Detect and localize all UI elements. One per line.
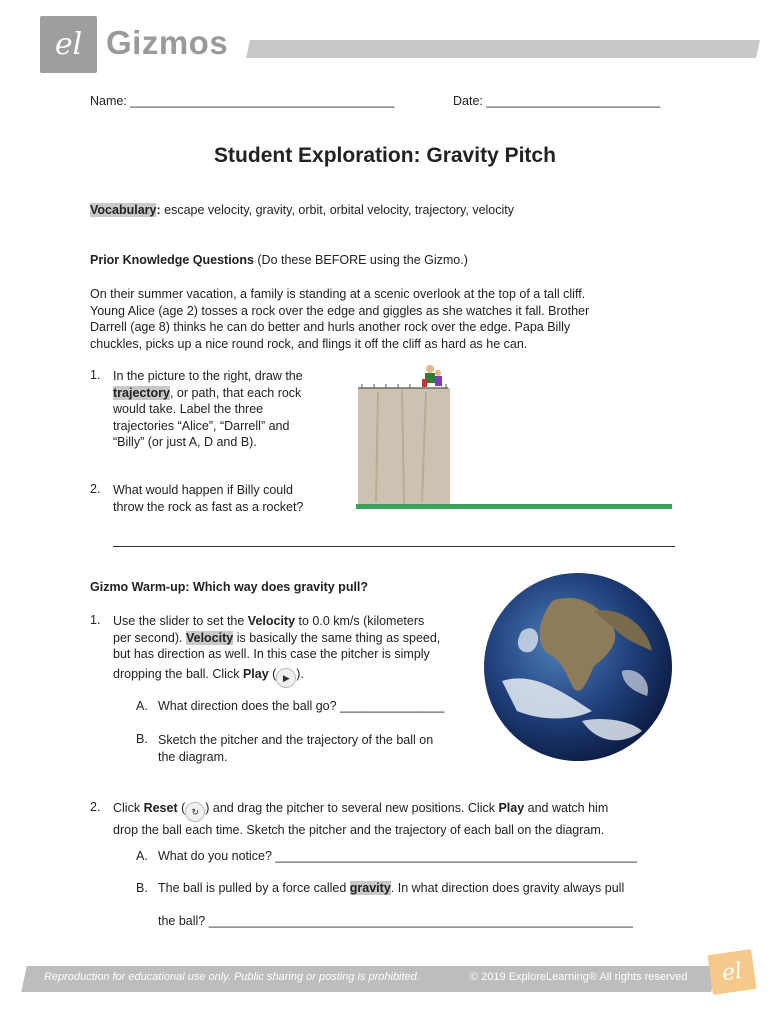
- warmup-q1-number: 1.: [90, 613, 101, 627]
- vocabulary-label: Vocabulary: [90, 203, 157, 217]
- warmup-qA-label: A.: [136, 699, 148, 713]
- qB-line: Sketch the pitcher and the trajectory of the ball on: [158, 733, 434, 747]
- logo-mark: el: [720, 958, 744, 986]
- warmup-q2-number: 2.: [90, 800, 101, 814]
- date-field: Date: _________________________: [453, 94, 661, 108]
- q1-text: is basically the same thing as speed,: [233, 630, 441, 645]
- play-label: Play: [498, 801, 525, 815]
- play-label: Play: [242, 666, 269, 681]
- q2-text: drop the ball each time. Sketch the pitcher and the trajectory of each ball on the diagram.: [113, 823, 605, 837]
- story-line: Darrell (age 8) thinks he can do better and hurls another rock over the edge. Papa Billy: [90, 320, 571, 334]
- vocabulary-colon: :: [156, 203, 161, 217]
- header-bar: [246, 40, 760, 58]
- page-title: Student Exploration: Gravity Pitch: [214, 144, 556, 167]
- q1-text: per second).: [113, 630, 186, 645]
- prior-heading: Prior Knowledge Questions: [90, 253, 254, 267]
- prior-q1-text: [113, 368, 303, 451]
- q1-line: “Billy” (or just A, D and B).: [113, 435, 257, 449]
- prior-q1-number: 1.: [90, 368, 101, 382]
- q2B-text: The ball is pulled by a force called: [158, 881, 350, 895]
- q1-text: Use the slider to set the: [113, 614, 248, 628]
- q2B-text: . In what direction does gravity always pull: [390, 881, 625, 895]
- family-figures: [422, 365, 442, 387]
- vocabulary-line: [90, 203, 514, 217]
- warmup-q2B-text: [158, 881, 624, 895]
- reset-icon: ↻: [185, 802, 205, 822]
- q2-line: throw the rock as fast as a rocket?: [113, 499, 304, 514]
- name-field: Name: ______________________________________: [90, 94, 395, 108]
- prior-heading-line: [90, 253, 468, 267]
- term-trajectory: trajectory: [113, 385, 170, 400]
- warmup-q2A-text: What do you notice? ____________________________________________________: [158, 849, 637, 863]
- ground-line: [356, 504, 672, 509]
- q1-line: would take. Label the three: [113, 402, 264, 416]
- answer-line[interactable]: [113, 546, 675, 547]
- q1-text: ).: [296, 666, 304, 681]
- qB-line: the diagram.: [158, 749, 228, 764]
- warmup-q1-text: [113, 613, 440, 688]
- term-gravity: gravity: [349, 881, 391, 895]
- footer-copyright: © 2019 ExploreLearning® All rights reserved: [470, 971, 688, 983]
- q2-text: and watch him: [524, 801, 609, 815]
- reset-label: Reset: [143, 801, 178, 815]
- story-line: On their summer vacation, a family is standing at a scenic overlook at the top of a tall cliff.: [90, 287, 586, 301]
- q1-line: In the picture to the right, draw the: [113, 369, 303, 383]
- warmup-qA-text: What direction does the ball go? _______________: [158, 699, 445, 713]
- q2-text: Click: [113, 801, 144, 815]
- q1-text: dropping the ball. Click: [113, 666, 243, 681]
- gizmos-logo: [40, 16, 97, 73]
- brand-name: Gizmos: [106, 24, 229, 61]
- prior-q2-text: [113, 482, 303, 515]
- cliff-illustration: [352, 362, 674, 514]
- vocabulary-terms: escape velocity, gravity, orbit, orbital velocity, trajectory, velocity: [160, 203, 515, 217]
- q1-text: to 0.0 km/s (kilometers: [295, 614, 425, 628]
- term-velocity: Velocity: [185, 630, 234, 645]
- earth-image: [482, 571, 674, 763]
- warmup-q2B-line2: the ball? _____________________________________________________________: [158, 914, 633, 928]
- warmup-heading: Gizmo Warm-up: Which way does gravity pull?: [90, 580, 369, 594]
- explorelearning-logo: [707, 949, 756, 995]
- prior-story: [90, 286, 675, 352]
- warmup-q2A-label: A.: [136, 849, 148, 863]
- term-velocity-bold: Velocity: [247, 614, 296, 628]
- q2-line: What would happen if Billy could: [113, 483, 293, 497]
- warmup-qB-text: [158, 732, 433, 765]
- q1-line: [113, 385, 303, 402]
- logo-mark: el: [54, 27, 83, 62]
- warmup-q2B-label: B.: [136, 881, 148, 895]
- story-line: Young Alice (age 2) tosses a rock over the edge and giggles as she watches it fall. Brother: [90, 303, 590, 318]
- story-line: chuckles, picks up a nice round rock, and flings it off the cliff as hard as he can.: [90, 336, 528, 351]
- q2-text: (: [177, 801, 186, 815]
- play-icon: ▶: [276, 668, 296, 688]
- q1-line: trajectories “Alice”, “Darrell” and: [113, 418, 290, 433]
- footer-disclaimer: Reproduction for educational use only. Public sharing or posting is prohibited.: [44, 971, 420, 983]
- q1-line-rest: , or path, that each rock: [169, 385, 302, 400]
- q2-text: ) and drag the pitcher to several new positions. Click: [205, 801, 499, 815]
- prior-note: (Do these BEFORE using the Gizmo.): [253, 253, 468, 267]
- q1-text: but has direction as well. In this case the pitcher is simply: [113, 647, 430, 661]
- warmup-q2-text: [113, 800, 608, 839]
- prior-q2-number: 2.: [90, 482, 101, 496]
- warmup-qB-label: B.: [136, 732, 148, 746]
- q1-text: (: [268, 666, 277, 681]
